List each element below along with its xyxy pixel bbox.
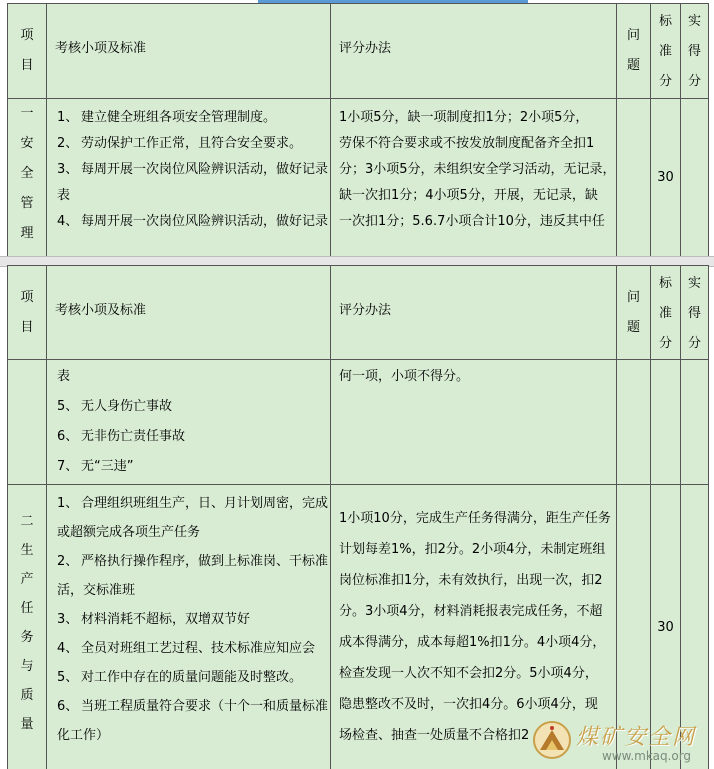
section-safety-scoring-cont xyxy=(331,360,617,485)
list-item: 化工作） xyxy=(57,728,110,743)
scoring-line: 分。3小项4分，材料消耗报表完成任务，不超 xyxy=(339,604,603,619)
header-issues: 问 题 xyxy=(617,3,651,99)
scoring-line: 检查发现一人次不知不会扣2分。5小项4分， xyxy=(339,666,598,681)
site-watermark xyxy=(528,716,714,769)
scoring-line: 劳保不符合要求或不按发放制度配备齐全扣1 xyxy=(339,136,595,151)
section-safety-actual-cont xyxy=(681,360,709,485)
list-item: 2、 劳动保护工作正常，且符合安全要求。 xyxy=(57,136,303,151)
section-safety-items-cont xyxy=(47,360,331,485)
scoring-line: 岗位标准扣1分，未有效执行，出现一次，扣2 xyxy=(339,573,603,588)
list-item: 1、 建立健全班组各项安全管理制度。 xyxy=(57,110,277,125)
section-safety-name-cont xyxy=(7,360,47,485)
section-production-items xyxy=(47,485,331,769)
list-item: 4、 每周开展一次岗位风险辨识活动，做好记录 xyxy=(57,214,329,229)
section-safety-issues xyxy=(617,99,651,256)
scoring-line: 何一项，小项不得分。 xyxy=(339,369,470,384)
list-item: 7、 无“三违” xyxy=(57,459,134,474)
header-actual-score: 实 得 分 xyxy=(681,265,709,360)
section-safety-issues-cont xyxy=(617,360,651,485)
header-standard-score: 标 准 分 xyxy=(651,3,681,99)
list-item: 表 xyxy=(57,188,71,203)
header-issues: 问 题 xyxy=(617,265,651,360)
scoring-line: 1小项10分，完成生产任务得满分，距生产任务 xyxy=(339,511,611,526)
section-safety-standard-cont xyxy=(651,360,681,485)
header-actual-score: 实 得 分 xyxy=(681,3,709,99)
list-item: 3、 材料消耗不超标，双增双节好 xyxy=(57,612,251,627)
header-items-standard: 考核小项及标准 xyxy=(47,265,331,360)
header-project: 项 目 xyxy=(7,3,47,99)
scoring-line: 成本得满分，成本每超1%扣1分。4小项4分， xyxy=(339,635,606,650)
watermark-title: 煤矿安全网 xyxy=(576,725,697,750)
list-item: 活，交标准班 xyxy=(57,583,136,598)
list-item: 5、 无人身伤亡事故 xyxy=(57,399,173,414)
scoring-line: 一次扣1分；5.6.7小项合计10分，违反其中任 xyxy=(339,214,605,229)
list-item: 4、 全员对班组工艺过程、技术标准应知应会 xyxy=(57,641,316,656)
section-safety-scoring xyxy=(331,99,617,256)
list-item: 1、 合理组织班组生产，日、月计划周密，完成 xyxy=(57,496,329,511)
table-page-2 xyxy=(7,265,709,769)
scoring-line: 计划每差1%，扣2分。2小项4分，未制定班组 xyxy=(339,542,606,557)
header-standard-score: 标 准 分 xyxy=(651,265,681,360)
section-production-name: 二 生 产 任 务 与 质 量 xyxy=(7,485,47,769)
list-item: 6、 当班工程质量符合要求（十个一和质量标准 xyxy=(57,699,329,714)
scoring-line: 场检查、抽查一处质量不合格扣2 xyxy=(339,728,530,743)
list-item: 5、 对工作中存在的质量问题能及时整改。 xyxy=(57,670,303,685)
scoring-line: 隐患整改不及时，一次扣4分。6小项4分，现 xyxy=(339,697,598,712)
table-page-1 xyxy=(7,3,709,256)
watermark-url: www.mkaq.org xyxy=(602,749,692,763)
list-item: 2、 严格执行操作程序，做到上标准岗、干标准 xyxy=(57,554,329,569)
scoring-line: 分；3小项5分，未组织安全学习活动，无记录， xyxy=(339,162,616,177)
section-safety-standard-score: 30 xyxy=(651,99,681,256)
section-safety-name: 一 安 全 管 理 xyxy=(7,99,47,256)
header-scoring: 评分办法 xyxy=(331,3,617,99)
list-item: 表 xyxy=(57,369,71,384)
section-safety-actual-score xyxy=(681,99,709,256)
scoring-line: 1小项5分，缺一项制度扣1分；2小项5分， xyxy=(339,110,589,125)
list-item: 6、 无非伤亡责任事故 xyxy=(57,429,186,444)
section-production-standard-score: 30 xyxy=(651,485,681,769)
scoring-line: 缺一次扣1分；4小项5分，开展，无记录，缺 xyxy=(339,188,598,203)
header-scoring: 评分办法 xyxy=(331,265,617,360)
list-item: 3、 每周开展一次岗位风险辨识活动，做好记录 xyxy=(57,162,329,177)
mine-logo-icon xyxy=(532,720,572,760)
header-items-standard: 考核小项及标准 xyxy=(47,3,331,99)
section-safety-items xyxy=(47,99,331,256)
header-project: 项 目 xyxy=(7,265,47,360)
list-item: 或超额完成各项生产任务 xyxy=(57,525,201,540)
